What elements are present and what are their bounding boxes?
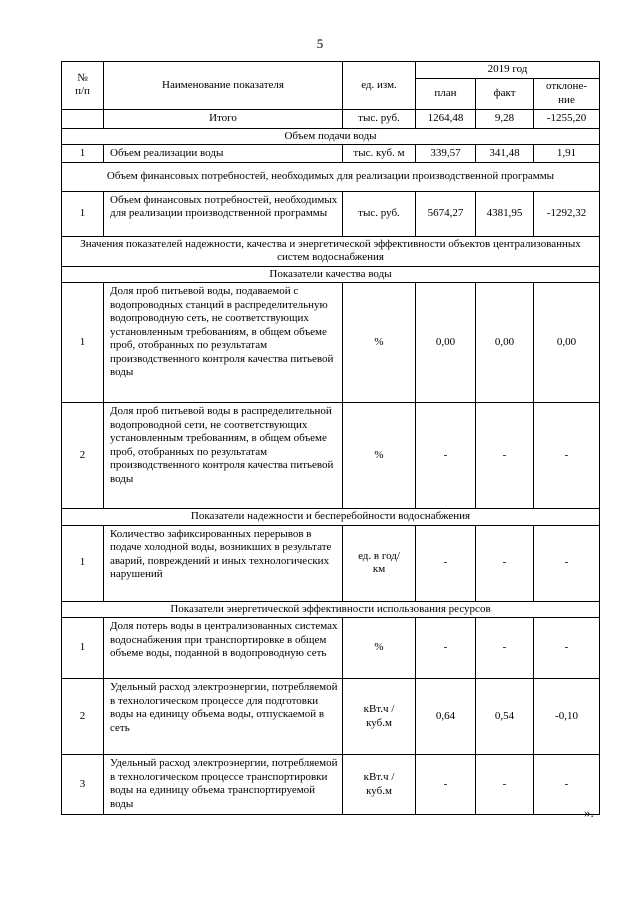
row-deviation: - [534, 525, 600, 601]
row-no: 1 [62, 525, 104, 601]
total-fact: 9,28 [476, 109, 534, 128]
section-quality: Показатели качества воды [62, 266, 600, 283]
row-unit: кВт.ч / куб.м [343, 679, 416, 755]
row-plan: 0,64 [416, 679, 476, 755]
row-unit: тыс. куб. м [343, 145, 416, 163]
header-year: 2019 год [416, 62, 600, 79]
section-reliability: Показатели надежности и бесперебойности водоснабжения [62, 509, 600, 526]
table-row [62, 283, 600, 403]
row-plan: 0,00 [416, 283, 476, 403]
row-no: 1 [62, 618, 104, 679]
header-name: Наименование показателя [104, 62, 343, 110]
row-no: 3 [62, 755, 104, 815]
table-row [62, 618, 600, 679]
section-water-supply: Объем подачи воды [62, 128, 600, 145]
row-no: 2 [62, 679, 104, 755]
row-plan: 339,57 [416, 145, 476, 163]
section-energy: Показатели энергетической эффективности использования ресурсов [62, 601, 600, 618]
row-name: Удельный расход электроэнергии, потребляемой в технологическом процессе транспортировки воды на единицу объема транспортируемой воды [104, 755, 343, 815]
row-deviation: - [534, 755, 600, 815]
row-fact: - [476, 525, 534, 601]
row-deviation: 0,00 [534, 283, 600, 403]
row-plan: - [416, 755, 476, 815]
row-plan: - [416, 403, 476, 509]
row-name: Доля потерь воды в централизованных системах водоснабжения при транспортировке в общем объеме воды, поданной в водопроводную сеть [104, 618, 343, 679]
row-fact: 0,54 [476, 679, 534, 755]
row-no: 1 [62, 191, 104, 236]
header-no: № п/п [62, 62, 104, 110]
row-unit: кВт.ч / куб.м [343, 755, 416, 815]
row-name: Удельный расход электроэнергии, потребляемой в технологическом процессе для подготовки воды на единицу объема воды, отпускаемой в сеть [104, 679, 343, 755]
total-label: Итого [104, 109, 343, 128]
table-row [62, 109, 600, 128]
row-deviation: -0,10 [534, 679, 600, 755]
row-unit: тыс. руб. [343, 191, 416, 236]
section-financial: Объем финансовых потребностей, необходимых для реализации производственной программы [62, 162, 600, 191]
page-number: 5 [316, 36, 324, 51]
row-deviation: 1,91 [534, 145, 600, 163]
row-fact: 341,48 [476, 145, 534, 163]
row-name: Доля проб питьевой воды в распределительной водопроводной сети, не соответствующих установленным требованиям, в общем объеме проб, отобранных по результатам производственного контроля качества питьевой воды [104, 403, 343, 509]
table-row [62, 679, 600, 755]
table-row [62, 145, 600, 163]
row-no: 1 [62, 145, 104, 163]
row-no: 1 [62, 283, 104, 403]
row-fact: 4381,95 [476, 191, 534, 236]
row-deviation: - [534, 618, 600, 679]
row-unit: % [343, 403, 416, 509]
row-deviation: -1292,32 [534, 191, 600, 236]
row-fact: - [476, 618, 534, 679]
row-unit: ед. в год/ км [343, 525, 416, 601]
row-unit: % [343, 618, 416, 679]
row-plan: 5674,27 [416, 191, 476, 236]
table-row [62, 403, 600, 509]
header-deviation: отклоне- ние [534, 78, 600, 109]
table-row [62, 191, 600, 236]
row-name: Объем финансовых потребностей, необходимых для реализации производственной программы [104, 191, 343, 236]
header-fact: факт [476, 78, 534, 109]
table-row [62, 755, 600, 815]
row-fact: - [476, 403, 534, 509]
row-fact: 0,00 [476, 283, 534, 403]
row-deviation: - [534, 403, 600, 509]
row-no: 2 [62, 403, 104, 509]
header-unit: ед. изм. [343, 62, 416, 110]
row-unit: % [343, 283, 416, 403]
row-fact: - [476, 755, 534, 815]
header-plan: план [416, 78, 476, 109]
section-indicators: Значения показателей надежности, качества и энергетической эффективности объектов централизованных систем водоснабжения [62, 236, 600, 266]
row-name: Количество зафиксированных перерывов в подаче холодной воды, возникших в результате аварий, повреждений и иных технологических нарушений [104, 525, 343, 601]
total-deviation: -1255,20 [534, 109, 600, 128]
closing-quote: ». [584, 805, 594, 820]
table-row [62, 525, 600, 601]
row-name: Объем реализации воды [104, 145, 343, 163]
row-plan: - [416, 618, 476, 679]
indicators-table [61, 61, 600, 815]
row-plan: - [416, 525, 476, 601]
total-plan: 1264,48 [416, 109, 476, 128]
row-name: Доля проб питьевой воды, подаваемой с водопроводных станций в распределительную водопроводную сеть, не соответствующих установленным требованиям, в общем объеме проб, отобранных по результатам производственного контроля качества питьевой воды [104, 283, 343, 403]
total-unit: тыс. руб. [343, 109, 416, 128]
